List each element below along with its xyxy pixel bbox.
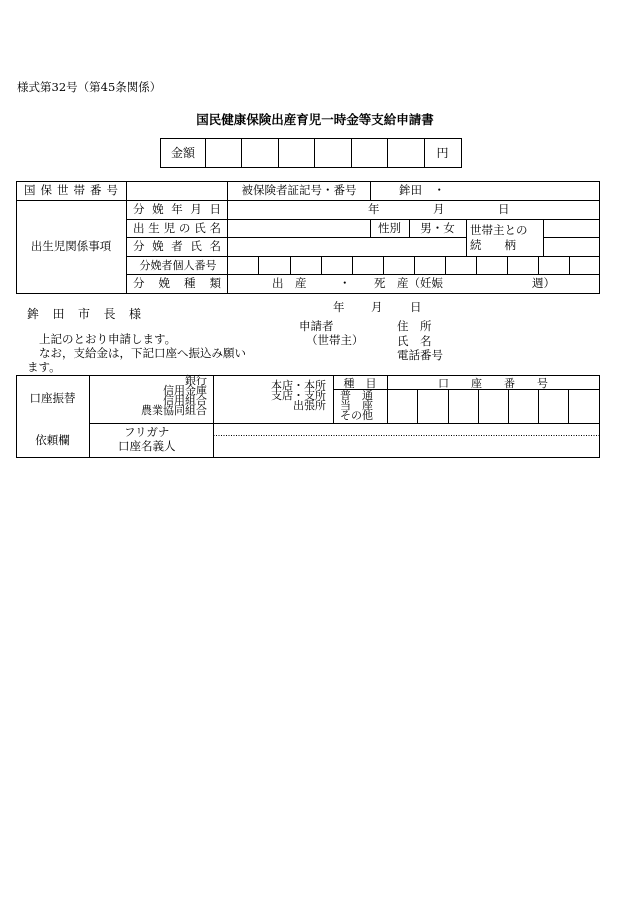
furigana-label: フリガナ xyxy=(124,425,170,439)
institution-bank: 銀行 xyxy=(185,374,207,387)
delivery-date-label: 分 娩 年 月 日 xyxy=(133,202,221,216)
account-types xyxy=(340,391,373,421)
institution-types xyxy=(90,376,207,416)
date-year-marker: 年 xyxy=(333,300,345,314)
institution-shinkumi: 信用組合 xyxy=(163,394,207,407)
applicant-name-label: 氏 名 xyxy=(397,334,432,348)
delivery-type-label: 分 娩 種 類 xyxy=(133,276,221,290)
account-number-label: 口 座 番 号 xyxy=(438,377,548,390)
delivery-type-separator: ・ xyxy=(339,276,351,290)
relation-label-line1: 世帯主との xyxy=(470,223,528,237)
household-number-label: 国 保 世 帯 番 号 xyxy=(24,183,118,197)
sex-label: 性別 xyxy=(378,221,401,235)
sex-options: 男・女 xyxy=(420,221,455,235)
applicant-sub-label: （世帯主） xyxy=(306,333,364,347)
account-holder-label: 口座名義人 xyxy=(118,439,176,453)
page-title: 国民健康保険出産育児一時金等支給申請書 xyxy=(196,112,434,127)
branch-office: 支店・支所 xyxy=(271,389,326,402)
child-name-label: 出 生 児 の 氏 名 xyxy=(133,221,221,235)
applicant-phone-label: 電話番号 xyxy=(397,348,443,362)
institution-ja: 農業協同組合 xyxy=(141,404,207,417)
delivery-day-marker: 日 xyxy=(498,202,510,216)
insured-card-label: 被保険者証記号・番号 xyxy=(241,183,357,197)
applicant-address-label: 住 所 xyxy=(397,319,432,333)
account-type-other: その他 xyxy=(340,409,373,422)
bank-request-label: 依頼欄 xyxy=(35,433,70,447)
delivery-type-birth: 出 産 xyxy=(272,276,307,290)
bank-section-label: 口座振替 xyxy=(29,391,76,405)
delivery-type-weeks: 週） xyxy=(532,276,555,290)
branch-head-office: 本店・本所 xyxy=(271,379,326,392)
statement-line2: なお，支給金は，下記口座へ振込み願い xyxy=(39,346,246,360)
institution-shinkin: 信用金庫 xyxy=(163,384,207,397)
delivery-type-stillbirth: 死 産（妊娠 xyxy=(374,276,443,290)
delivery-month-marker: 月 xyxy=(433,202,445,216)
branch-types xyxy=(214,381,326,411)
delivery-year-marker: 年 xyxy=(368,202,380,216)
amount-unit: 円 xyxy=(436,146,449,160)
deliverer-name-label: 分 娩 者 氏 名 xyxy=(133,239,221,253)
account-type-ordinary: 普 通 xyxy=(340,389,373,402)
account-type-label: 種 目 xyxy=(343,377,377,390)
statement-line3: ます。 xyxy=(27,360,61,374)
date-day-marker: 日 xyxy=(410,300,422,314)
deliverer-id-label: 分娩者個人番号 xyxy=(139,259,217,272)
date-month-marker: 月 xyxy=(371,300,383,314)
form-number: 様式第32号（第45条関係） xyxy=(17,80,162,94)
statement-line1: 上記のとおり申請します。 xyxy=(39,332,177,346)
account-type-current: 当 座 xyxy=(340,399,373,412)
amount-label: 金額 xyxy=(170,146,195,160)
birth-section-label: 出生児関係事項 xyxy=(30,239,112,253)
insured-card-prefix: 鉾田 ・ xyxy=(399,183,445,197)
addressee: 鉾 田 市 長 様 xyxy=(27,307,141,321)
relation-label-line2: 続 柄 xyxy=(470,238,516,252)
applicant-label: 申請者 xyxy=(299,319,334,333)
branch-sub-office: 出張所 xyxy=(293,399,326,412)
